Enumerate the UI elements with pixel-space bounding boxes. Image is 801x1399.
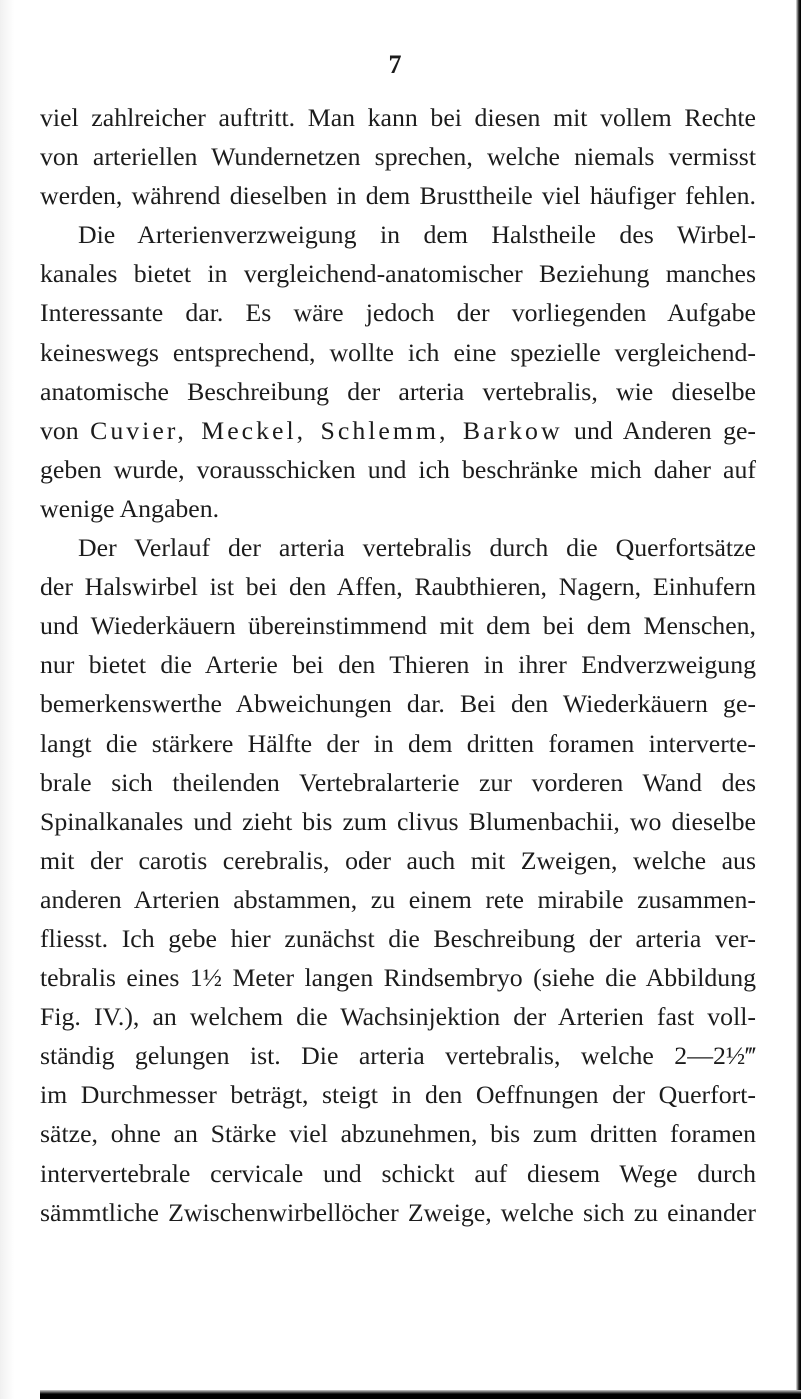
text-line: und Wiederkäuern übereinstimmend mit dem bei dem Menschen, <box>40 611 756 641</box>
text-line: Fig. IV.), an welchem die Wachsinjektion der Arterien fast voll- <box>40 1002 756 1032</box>
text-line: sätze, ohne an Stärke viel abzunehmen, bis zum dritten foramen <box>40 1119 756 1149</box>
text-line: anderen Arterien abstammen, zu einem rete mirabile zusammen- <box>40 884 756 914</box>
body-text <box>40 98 756 1232</box>
text-line: Der Verlauf der arteria vertebralis durch die Querfortsätze <box>78 533 756 563</box>
text-line: im Durchmesser beträgt, steigt in den Oeffnungen der Querfort- <box>40 1080 756 1110</box>
text-line: geben wurde, vorausschicken und ich beschränke mich daher auf <box>40 454 756 484</box>
page-shadow-left <box>0 0 14 1399</box>
text-line: brale sich theilenden Vertebralarterie zur vorderen Wand des <box>40 767 756 797</box>
text-line: fliesst. Ich gebe hier zunächst die Beschreibung der arteria ver- <box>40 923 756 953</box>
text-line: anatomische Beschreibung der arteria vertebralis, wie dieselbe <box>40 376 756 406</box>
text-line: ständig gelungen ist. Die arteria vertebralis, welche 2—2½‴ <box>40 1041 756 1071</box>
text-line: sämmtliche Zwischenwirbellöcher Zweige, welche sich zu einander <box>40 1197 756 1227</box>
text-line: Interessante dar. Es wäre jedoch der vorliegenden Aufgabe <box>40 298 756 328</box>
text-line: bemerkenswerthe Abweichungen dar. Bei den Wiederkäuern ge- <box>40 689 756 719</box>
text-line: Spinalkanales und zieht bis zum clivus Blumenbachii, wo dieselbe <box>40 806 756 836</box>
page-edge-bottom <box>40 1390 801 1399</box>
text-line: nur bietet die Arterie bei den Thieren in ihrer Endverzweigung <box>40 650 756 680</box>
page-number: 7 <box>388 50 402 79</box>
text-line: Die Arterienverzweigung in dem Halstheile des Wirbel- <box>78 220 756 250</box>
text-line: langt die stärkere Hälfte der in dem dritten foramen interverte- <box>40 728 756 758</box>
text-line: tebralis eines 1½ Meter langen Rindsembryo (siehe die Abbildung <box>40 963 756 993</box>
text-line: intervertebrale cervicale und schickt auf diesem Wege durch <box>40 1158 756 1188</box>
text-line: viel zahlreicher auftritt. Man kann bei diesen mit vollem Rechte <box>40 103 756 132</box>
text-line: mit der carotis cerebralis, oder auch mit Zweigen, welche aus <box>40 845 756 875</box>
text-line: keineswegs entsprechend, wollte ich eine spezielle vergleichend- <box>40 337 756 367</box>
names-prefix: von <box>40 415 91 445</box>
page-edge-right <box>796 0 801 1399</box>
names-suffix: und Anderen ge- <box>562 415 757 445</box>
text-line: von arteriellen Wundernetzen sprechen, welche niemals vermisst <box>40 142 756 172</box>
text-line: werden, während dieselben in dem Brusttheile viel häufiger fehlen. <box>40 181 756 211</box>
author-names: Cuvier, Meckel, Schlemm, Barkow <box>90 415 563 445</box>
text-line-names <box>40 411 756 450</box>
text-line: der Halswirbel ist bei den Affen, Raubthieren, Nagern, Einhufern <box>40 572 756 602</box>
text-line: wenige Angaben. <box>40 493 220 523</box>
text-line: kanales bietet in vergleichend-anatomischer Beziehung manches <box>40 259 756 289</box>
